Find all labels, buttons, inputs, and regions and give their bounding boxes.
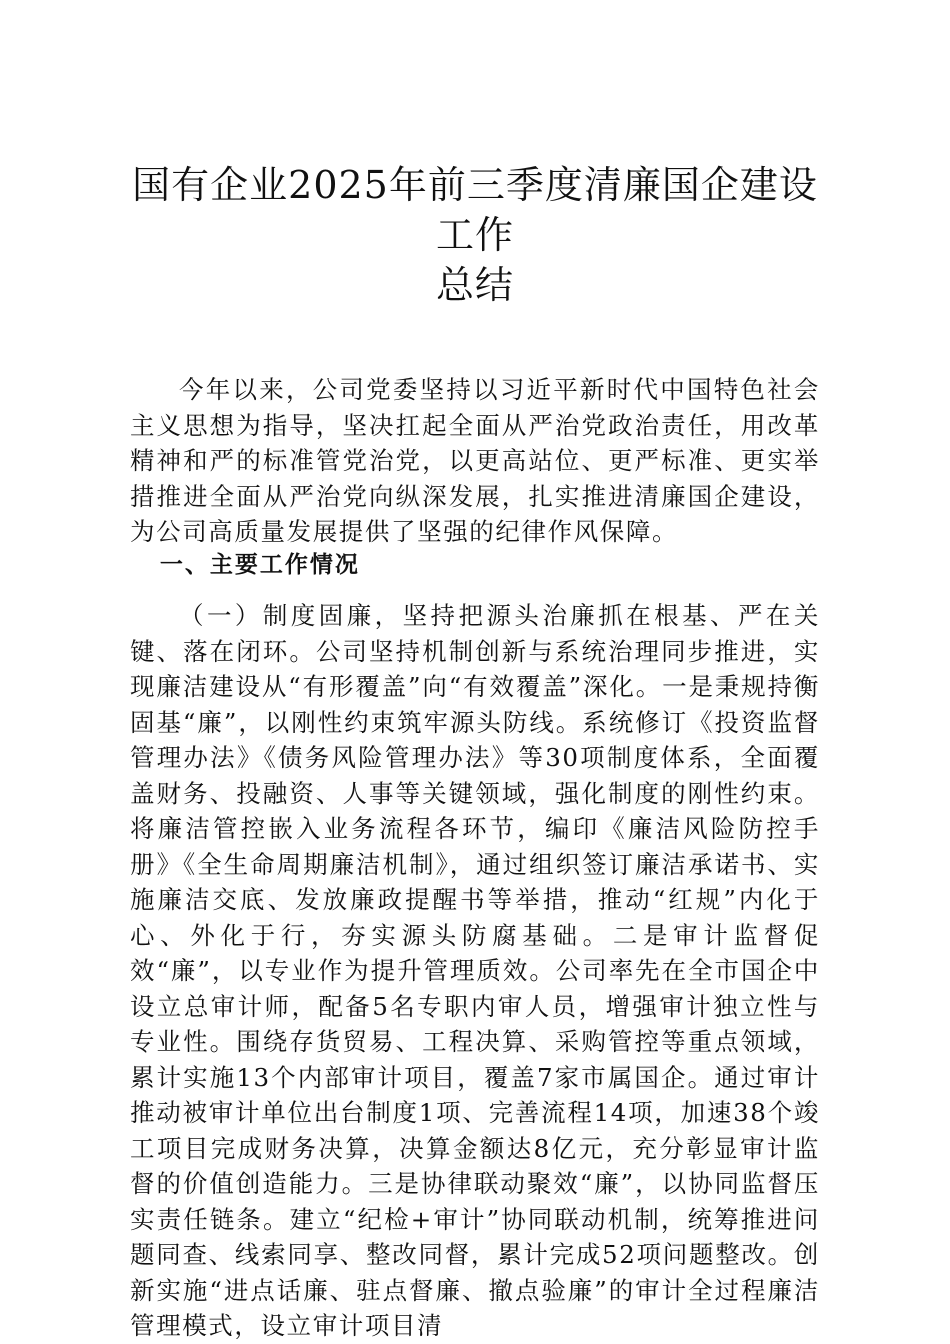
intro-paragraph: 今年以来，公司党委坚持以习近平新时代中国特色社会主义思想为指导，坚决扛起全面从严治党政治责任，用改革精神和严的标准管党治党，以更高站位、更严标准、更实举措推进全面从严治党向纵深发展，扎实推进清廉国企建设，为公司高质量发展提供了坚强的纪律作风保障。 bbox=[130, 375, 820, 546]
document-title bbox=[120, 160, 830, 310]
section-paragraph: （一）制度固廉，坚持把源头治廉抓在根基、严在关键、落在闭环。公司坚持机制创新与系统治理同步推进，实现廉洁建设从“有形覆盖”向“有效覆盖”深化。一是秉规持衡固基“廉”，以刚性约束筑牢源头防线。系统修订《投资监督管理办法》《债务风险管理办法》等30项制度体系，全面覆盖财务、投融资、人事等关键领域，强化制度的刚性约束。将廉洁管控嵌入业务流程各环节，编印《廉洁风险防控手册》《全生命周期廉洁机制》，通过组织签订廉洁承诺书、实施廉洁交底、发放廉政提醒书等举措，推动“红规”内化于心、外化于行，夯实源头防腐基础。二是审计监督促效“廉”，以专业作为提升管理质效。公司率先在全市国企中设立总审计师，配备5名专职内审人员，增强审计独立性与专业性。围绕存货贸易、工程决算、采购管控等重点领域，累计实施13个内部审计项目，覆盖7家市属国企。通过审计推动被审计单位出台制度1项、完善流程14项，加速38个竣工项目完成财务决算，决算金额达8亿元，充分彰显审计监督的价值创造能力。三是协律联动聚效“廉”，以协同监督压实责任链条。建立“纪检+审计”协同联动机制，统筹推进问题同查、线索同享、整改同督，累计完成52项问题整改。创新实施“进点话廉、驻点督廉、撤点验廉”的审计全过程廉洁管理模式，设立审计项目清 bbox=[130, 601, 820, 1340]
title-line-2: 总结 bbox=[435, 263, 514, 307]
section-heading: 一、主要工作情况 bbox=[159, 552, 360, 578]
title-line-1: 国有企业2025年前三季度清廉国企建设工作 bbox=[132, 163, 818, 257]
